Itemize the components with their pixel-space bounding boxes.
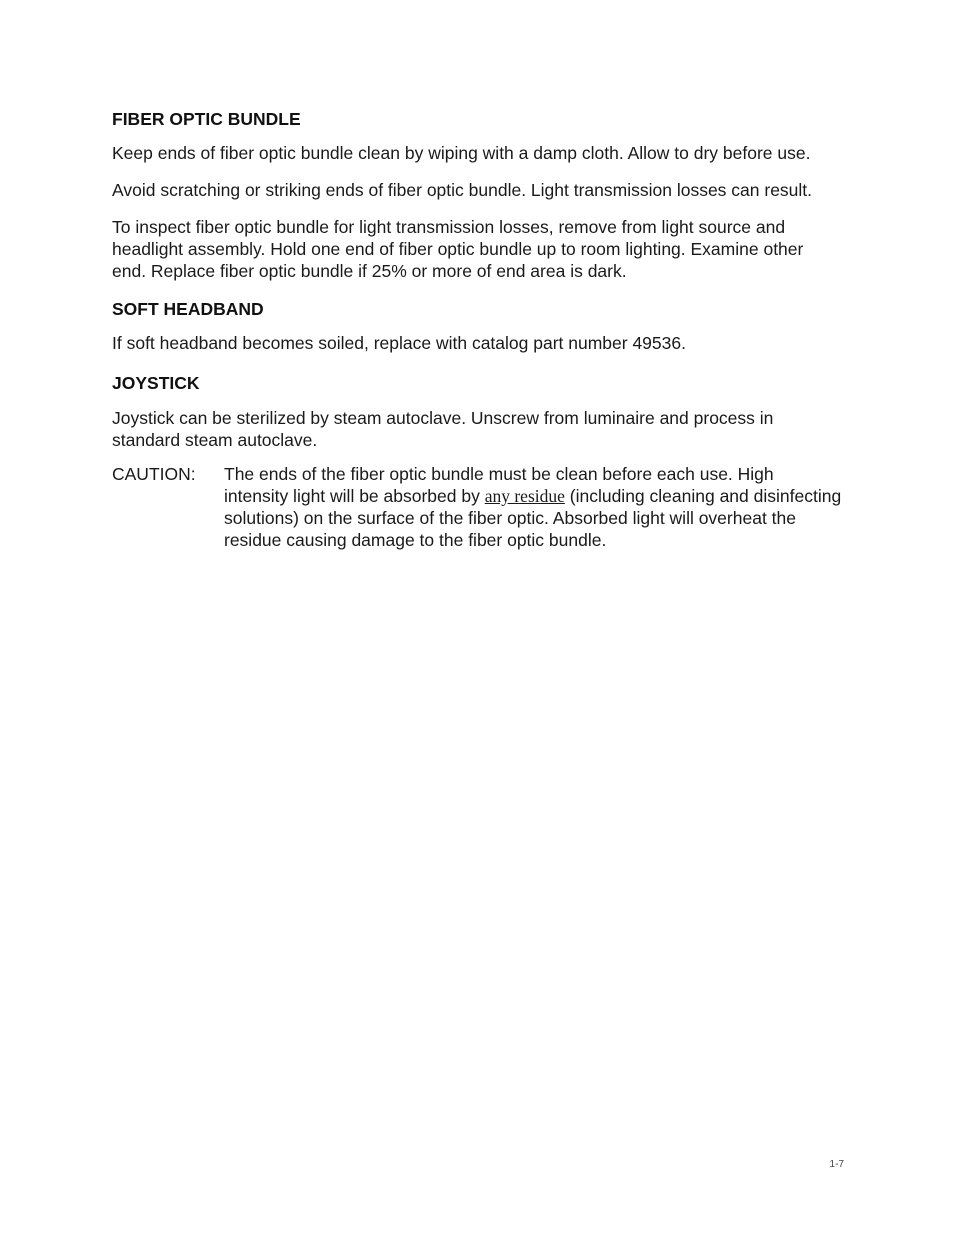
caution-text	[224, 463, 842, 551]
fiber-paragraph-scratching: Avoid scratching or striking ends of fiber optic bundle. Light transmission losses can result.	[112, 180, 813, 200]
page-content	[112, 108, 842, 551]
headband-paragraph: If soft headband becomes soiled, replace with catalog part number 49536.	[112, 333, 686, 353]
joystick-paragraph: Joystick can be sterilized by steam autoclave. Unscrew from luminaire and process in standard steam autoclave.	[112, 408, 774, 450]
heading-soft-headband: SOFT HEADBAND	[112, 299, 264, 319]
caution-label: CAUTION:	[112, 464, 196, 484]
fiber-paragraph-inspect: To inspect fiber optic bundle for light transmission losses, remove from light source and headlight assembly. Hold one end of fiber optic bundle up to room lighting. Examine other end. Replace fiber optic bundle if 25% or more of end area is dark.	[112, 217, 804, 281]
caution-text-after: (including cleaning and disinfecting solutions) on the surface of the fiber optic. Absorbed light will overheat the residue causing damage to the fiber optic bundle.	[224, 486, 842, 550]
caution-block	[112, 463, 842, 551]
caution-text-before: The ends of the fiber optic bundle must be clean before each use. High intensity light will be absorbed by	[224, 464, 774, 506]
page-number: 1-7	[829, 1159, 844, 1170]
heading-fiber-optic-bundle: FIBER OPTIC BUNDLE	[112, 109, 301, 129]
heading-joystick: JOYSTICK	[112, 373, 200, 393]
fiber-paragraph-clean: Keep ends of fiber optic bundle clean by wiping with a damp cloth. Allow to dry before use.	[112, 143, 811, 163]
caution-emphasis: any residue	[484, 486, 565, 506]
